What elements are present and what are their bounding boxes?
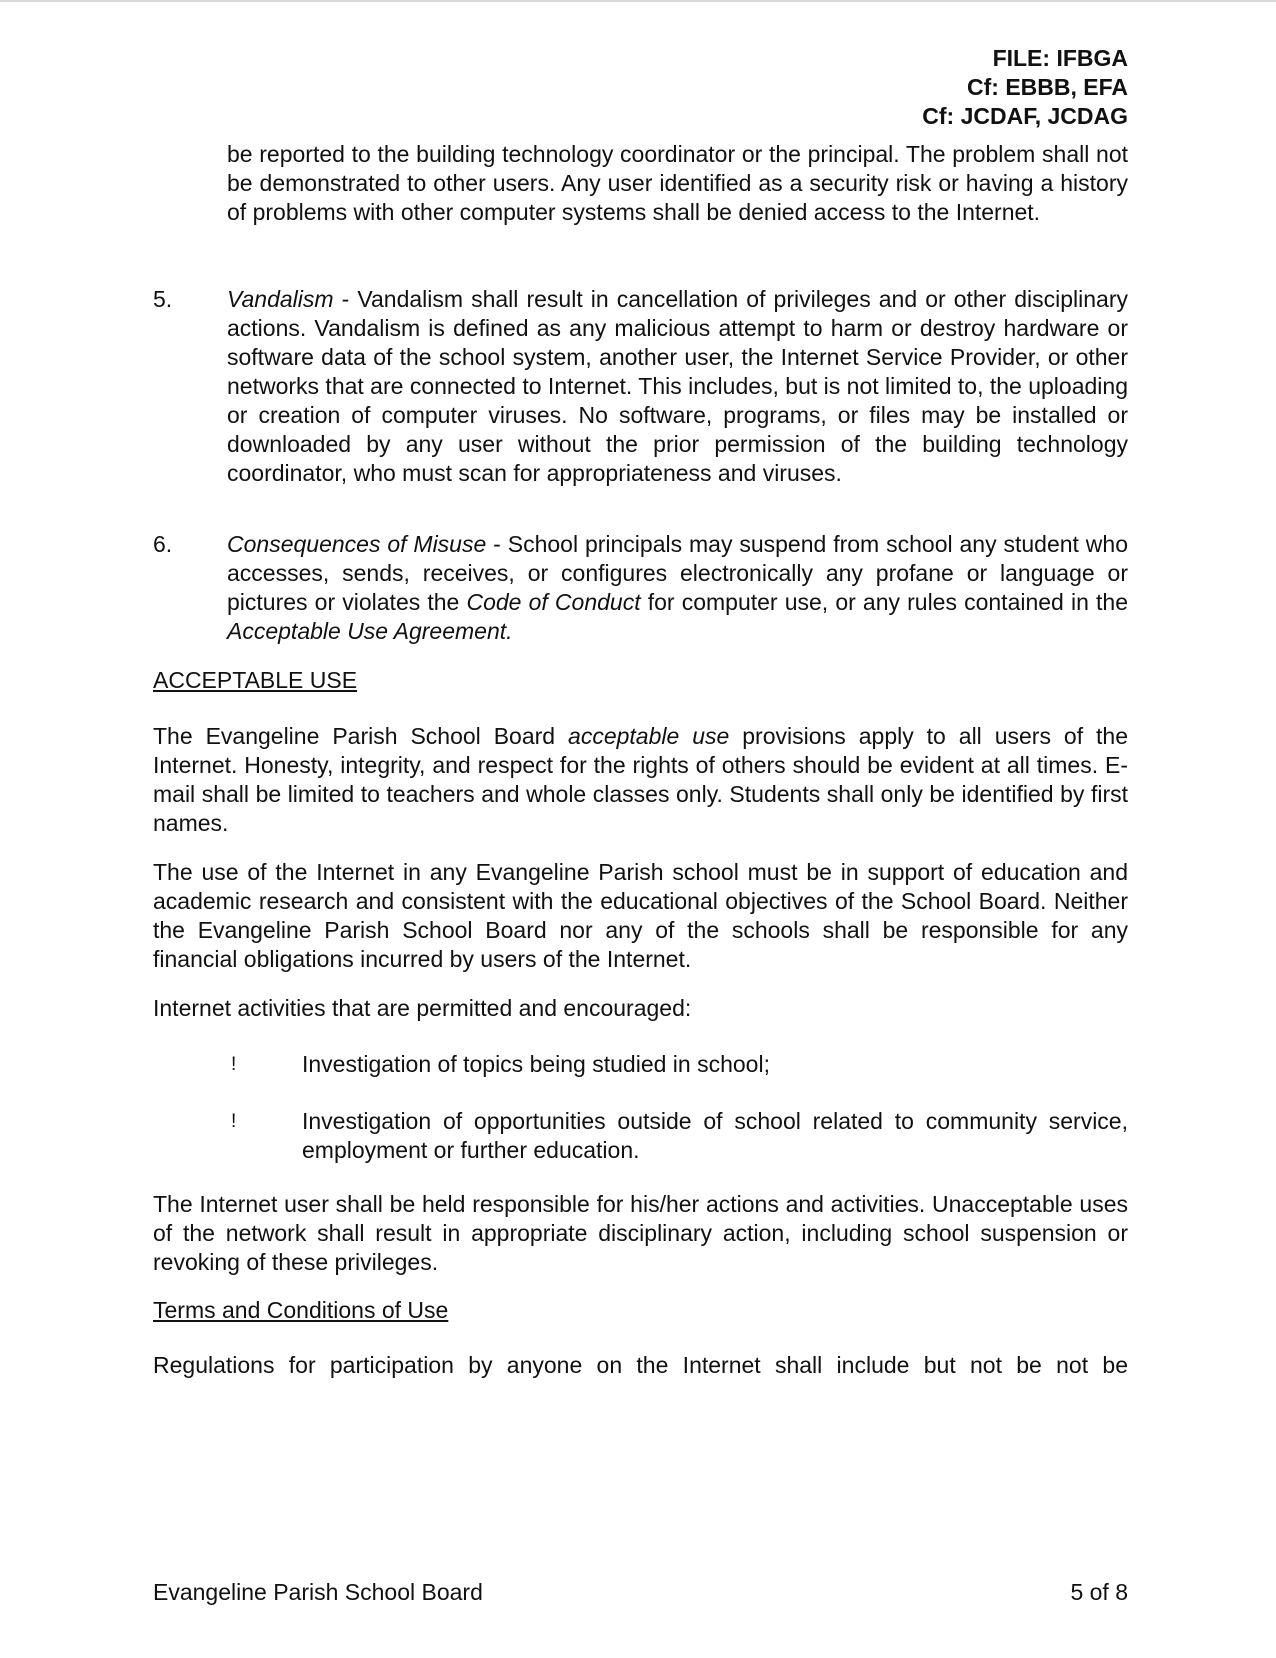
p1-acceptable-use-term: acceptable use: [568, 723, 730, 749]
item-6-agreement-title: Acceptable Use Agreement.: [227, 618, 513, 644]
item-6-code-of-conduct: Code of Conduct: [466, 589, 641, 615]
page-number: 5 of 8: [1070, 1579, 1128, 1605]
responsibility-paragraph: The Internet user shall be held responsible for his/her actions and activities. Unacceptable uses of the network shall result in appropriate disciplinary action, including school suspension or revoking of these privileges.: [153, 1191, 1128, 1275]
item-5-title: Vandalism: [227, 286, 334, 312]
acceptable-use-paragraph-2: The use of the Internet in any Evangeline Parish school must be in support of education and academic research and consistent with the educational objectives of the School Board. Neither the Evangeline Parish School Board nor any of the schools shall be responsible for any financial obligations incurred by users of the Internet.: [153, 859, 1128, 972]
continuation-paragraph: be reported to the building technology coordinator or the principal. The problem shall not be demonstrated to other users. Any user identified as a security risk or having a history of problems with other computer systems shall be denied access to the Internet.: [227, 141, 1128, 225]
top-edge-line: [0, 0, 1276, 2]
item-6-text-c: for computer use, or any rules contained in the: [640, 589, 1128, 615]
acceptable-use-heading: ACCEPTABLE USE: [153, 667, 358, 693]
item-6-text-a: - School principals may suspend from school any student who accesses, sends, receives, or configures electronically any profane or language or pictures or violates the: [227, 531, 1129, 615]
terms-heading: Terms and Conditions of Use: [153, 1297, 449, 1323]
file-code: FILE: IFBGA: [992, 45, 1128, 71]
permitted-activities-intro: Internet activities that are permitted and encouraged:: [153, 995, 692, 1021]
cross-reference-1: Cf: EBBB, EFA: [967, 74, 1128, 100]
p1-text-b: provisions apply to all users of the Internet. Honesty, integrity, and respect for the rights of others should be evident at all times. E-mail shall be limited to teachers and whole classes only. Students shall only be identified by first names.: [153, 723, 1128, 836]
item-5-text: - Vandalism shall result in cancellation of privileges and or other disciplinary actions. Vandalism is defined as any malicious attempt to harm or destroy hardware or software data of the school system, another user, the Internet Service Provider, or other networks that are connected to Internet. This includes, but is not limited to, the uploading or creation of computer viruses. No software, programs, or files may be installed or downloaded by any user without the prior permission of the building technology coordinator, who must scan for appropriateness and viruses.: [227, 286, 1128, 486]
bullet-mark: !: [231, 1054, 237, 1075]
footer-organization: Evangeline Parish School Board: [153, 1579, 483, 1605]
bullet-item: Investigation of topics being studied in school;: [302, 1051, 770, 1077]
terms-paragraph-1: Regulations for participation by anyone on the Internet shall include but not be not be: [153, 1352, 1128, 1378]
bullet-mark: !: [231, 1111, 237, 1132]
bullet-item: Investigation of opportunities outside of school related to community service, employment or further education.: [302, 1108, 1128, 1163]
item-6-title: Consequences of Misuse: [227, 531, 487, 557]
item-number-6: 6.: [153, 531, 173, 557]
item-6-consequences: [227, 530, 1128, 646]
cross-reference-2: Cf: JCDAF, JCDAG: [922, 103, 1128, 129]
p1-text-a: The Evangeline Parish School Board: [153, 723, 569, 749]
item-number-5: 5.: [153, 286, 173, 312]
acceptable-use-paragraph-1: [153, 722, 1128, 838]
file-reference-header: [922, 44, 1128, 131]
item-5-vandalism: [227, 285, 1128, 488]
